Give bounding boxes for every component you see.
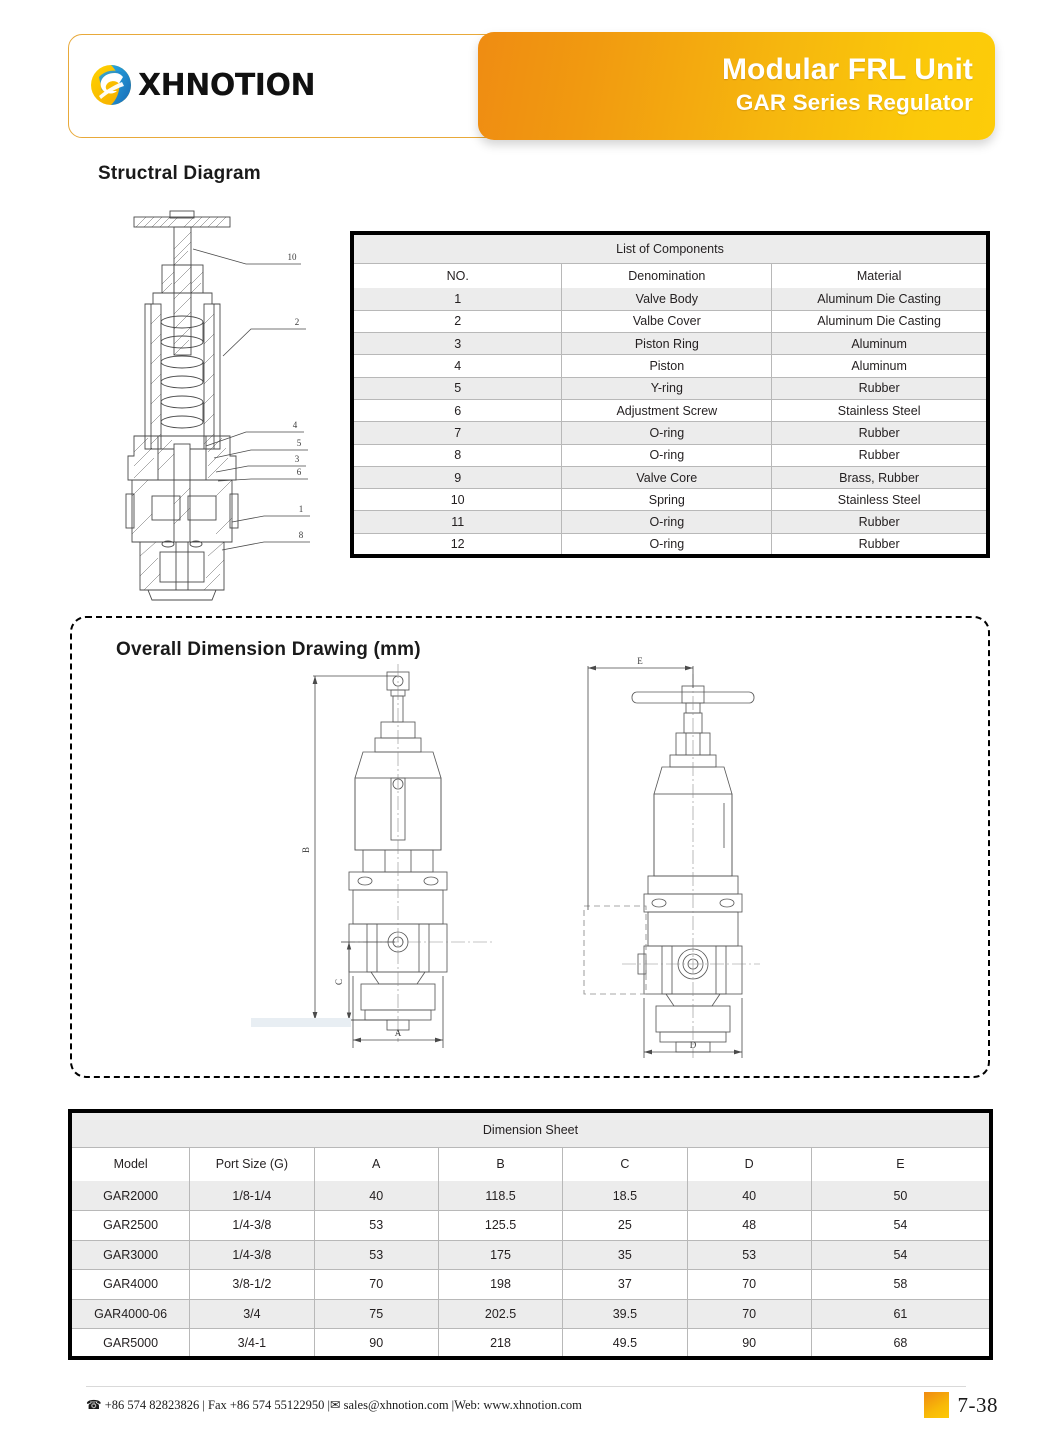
xhnotion-globe-logo-icon — [86, 60, 136, 110]
table-cell: 54 — [811, 1211, 991, 1241]
page-title: Modular FRL Unit — [721, 52, 973, 86]
table-row — [352, 511, 988, 533]
components-table-body — [352, 288, 988, 556]
table-cell: Valve Core — [562, 466, 772, 488]
table-cell: 1/4-3/8 — [190, 1211, 314, 1241]
table-row — [352, 333, 988, 355]
components-table-title-row — [352, 233, 988, 264]
table-cell: GAR3000 — [70, 1240, 190, 1270]
table-cell: Aluminum Die Casting — [772, 288, 988, 310]
table-cell: 18.5 — [563, 1181, 687, 1211]
regulator-cross-section-drawing — [96, 204, 346, 604]
table-cell: Piston Ring — [562, 333, 772, 355]
table-cell: GAR4000-06 — [70, 1299, 190, 1329]
table-cell: 49.5 — [563, 1329, 687, 1359]
table-cell: Rubber — [772, 377, 988, 399]
dimension-sheet-table — [68, 1109, 993, 1360]
table-row — [352, 489, 988, 511]
table-cell: 90 — [314, 1329, 438, 1359]
table-cell: Y-ring — [562, 377, 772, 399]
table-cell: GAR2500 — [70, 1211, 190, 1241]
table-row — [352, 533, 988, 555]
table-cell: 58 — [811, 1270, 991, 1300]
column-header-denomination: Denomination — [562, 264, 772, 289]
table-cell: Brass, Rubber — [772, 466, 988, 488]
table-cell: 75 — [314, 1299, 438, 1329]
page-subtitle: GAR Series Regulator — [735, 90, 973, 116]
table-cell: 1/4-3/8 — [190, 1240, 314, 1270]
column-header-material: Material — [772, 264, 988, 289]
structural-diagram-heading: Structral Diagram — [98, 163, 261, 184]
table-cell: 2 — [352, 310, 562, 332]
table-cell: 8 — [352, 444, 562, 466]
dimension-table-title: Dimension Sheet — [70, 1111, 991, 1148]
table-cell: 25 — [563, 1211, 687, 1241]
dimension-label-E: E — [637, 656, 643, 666]
components-table-header-row — [352, 264, 988, 289]
column-header-model: Model — [70, 1148, 190, 1182]
table-cell: 50 — [811, 1181, 991, 1211]
column-header-e: E — [811, 1148, 991, 1182]
table-cell: Adjustment Screw — [562, 399, 772, 421]
table-cell: 10 — [352, 489, 562, 511]
table-row — [352, 399, 988, 421]
table-cell: 1/8-1/4 — [190, 1181, 314, 1211]
table-cell: Rubber — [772, 422, 988, 444]
table-cell: O-ring — [562, 422, 772, 444]
table-cell: 3 — [352, 333, 562, 355]
table-cell: 12 — [352, 533, 562, 555]
dimension-table-title-row — [70, 1111, 991, 1148]
table-cell: 218 — [438, 1329, 562, 1359]
dimension-label-D: D — [689, 1040, 697, 1050]
table-cell: O-ring — [562, 444, 772, 466]
table-cell: 118.5 — [438, 1181, 562, 1211]
table-cell: 40 — [314, 1181, 438, 1211]
regulator-front-view-drawing — [245, 650, 545, 1060]
table-cell: 11 — [352, 511, 562, 533]
footer-contact-info: ☎ +86 574 82823826 | Fax +86 574 55122950 |✉ sales@xhnotion.com |Web: www.xhnotion.com — [86, 1398, 582, 1412]
table-cell: 175 — [438, 1240, 562, 1270]
table-cell: 6 — [352, 399, 562, 421]
dimension-table-body — [70, 1181, 991, 1358]
table-row — [352, 355, 988, 377]
table-row — [70, 1299, 991, 1329]
column-header-b: B — [438, 1148, 562, 1182]
company-logo — [86, 60, 315, 110]
table-cell: 125.5 — [438, 1211, 562, 1241]
table-row — [352, 310, 988, 332]
table-row — [352, 422, 988, 444]
table-cell: Aluminum Die Casting — [772, 310, 988, 332]
callout-10: 10 — [287, 252, 297, 262]
table-cell: Rubber — [772, 511, 988, 533]
dimension-drawing-heading: Overall Dimension Drawing (mm) — [116, 639, 421, 660]
page-swatch-icon — [924, 1392, 949, 1418]
table-cell: 70 — [687, 1299, 811, 1329]
table-row — [352, 288, 988, 310]
table-row — [70, 1270, 991, 1300]
table-cell: Stainless Steel — [772, 489, 988, 511]
table-row — [70, 1181, 991, 1211]
callout-1: 1 — [298, 504, 304, 514]
table-row — [70, 1211, 991, 1241]
table-cell: Piston — [562, 355, 772, 377]
dimension-label-C: C — [334, 978, 344, 986]
table-cell: Aluminum — [772, 355, 988, 377]
table-cell: 90 — [687, 1329, 811, 1359]
table-cell: 3/4 — [190, 1299, 314, 1329]
table-row — [70, 1240, 991, 1270]
table-cell: Spring — [562, 489, 772, 511]
callout-2: 2 — [294, 317, 300, 327]
table-cell: Aluminum — [772, 333, 988, 355]
footer-divider — [86, 1386, 966, 1387]
table-cell: 68 — [811, 1329, 991, 1359]
column-header-d: D — [687, 1148, 811, 1182]
callout-3: 3 — [294, 454, 300, 464]
dimension-label-B: B — [301, 846, 311, 854]
table-cell: GAR2000 — [70, 1181, 190, 1211]
table-cell: 40 — [687, 1181, 811, 1211]
table-row — [70, 1329, 991, 1359]
table-cell: 9 — [352, 466, 562, 488]
column-header-no: NO. — [352, 264, 562, 289]
table-cell: 3/8-1/2 — [190, 1270, 314, 1300]
table-cell: 37 — [563, 1270, 687, 1300]
column-header-a: A — [314, 1148, 438, 1182]
table-cell: 35 — [563, 1240, 687, 1270]
dimension-table-header-row — [70, 1148, 991, 1182]
table-cell: 5 — [352, 377, 562, 399]
table-row — [352, 377, 988, 399]
callout-5: 5 — [296, 438, 302, 448]
table-cell: 202.5 — [438, 1299, 562, 1329]
table-cell: 53 — [314, 1211, 438, 1241]
table-cell: GAR4000 — [70, 1270, 190, 1300]
regulator-side-view-drawing — [560, 648, 800, 1063]
table-cell: 4 — [352, 355, 562, 377]
table-cell: 70 — [314, 1270, 438, 1300]
table-cell: Rubber — [772, 444, 988, 466]
page-header — [68, 34, 993, 142]
table-cell: 54 — [811, 1240, 991, 1270]
column-header-port-size-g: Port Size (G) — [190, 1148, 314, 1182]
footer-page-indicator — [924, 1392, 999, 1418]
table-cell: 39.5 — [563, 1299, 687, 1329]
structural-callouts — [288, 252, 304, 540]
table-cell: 3/4-1 — [190, 1329, 314, 1359]
callout-6: 6 — [296, 467, 302, 477]
logo-wordmark: XHNOTION — [138, 67, 316, 103]
table-cell: 53 — [314, 1240, 438, 1270]
table-cell: Valve Body — [562, 288, 772, 310]
components-table-title: List of Components — [352, 233, 988, 264]
table-cell: 61 — [811, 1299, 991, 1329]
table-cell: 53 — [687, 1240, 811, 1270]
table-cell: O-ring — [562, 533, 772, 555]
table-cell: Stainless Steel — [772, 399, 988, 421]
table-cell: GAR5000 — [70, 1329, 190, 1359]
table-cell: Rubber — [772, 533, 988, 555]
table-cell: 7 — [352, 422, 562, 444]
table-cell: 1 — [352, 288, 562, 310]
table-row — [352, 466, 988, 488]
column-header-c: C — [563, 1148, 687, 1182]
table-cell: O-ring — [562, 511, 772, 533]
dimension-label-A: A — [394, 1028, 402, 1038]
table-cell: 70 — [687, 1270, 811, 1300]
header-title-panel — [478, 32, 995, 140]
table-cell: 198 — [438, 1270, 562, 1300]
table-row — [352, 444, 988, 466]
page-number: 7-38 — [957, 1392, 998, 1417]
callout-4: 4 — [292, 420, 298, 430]
table-cell: Valbe Cover — [562, 310, 772, 332]
callout-8: 8 — [298, 530, 304, 540]
table-cell: 48 — [687, 1211, 811, 1241]
components-table — [350, 231, 990, 558]
